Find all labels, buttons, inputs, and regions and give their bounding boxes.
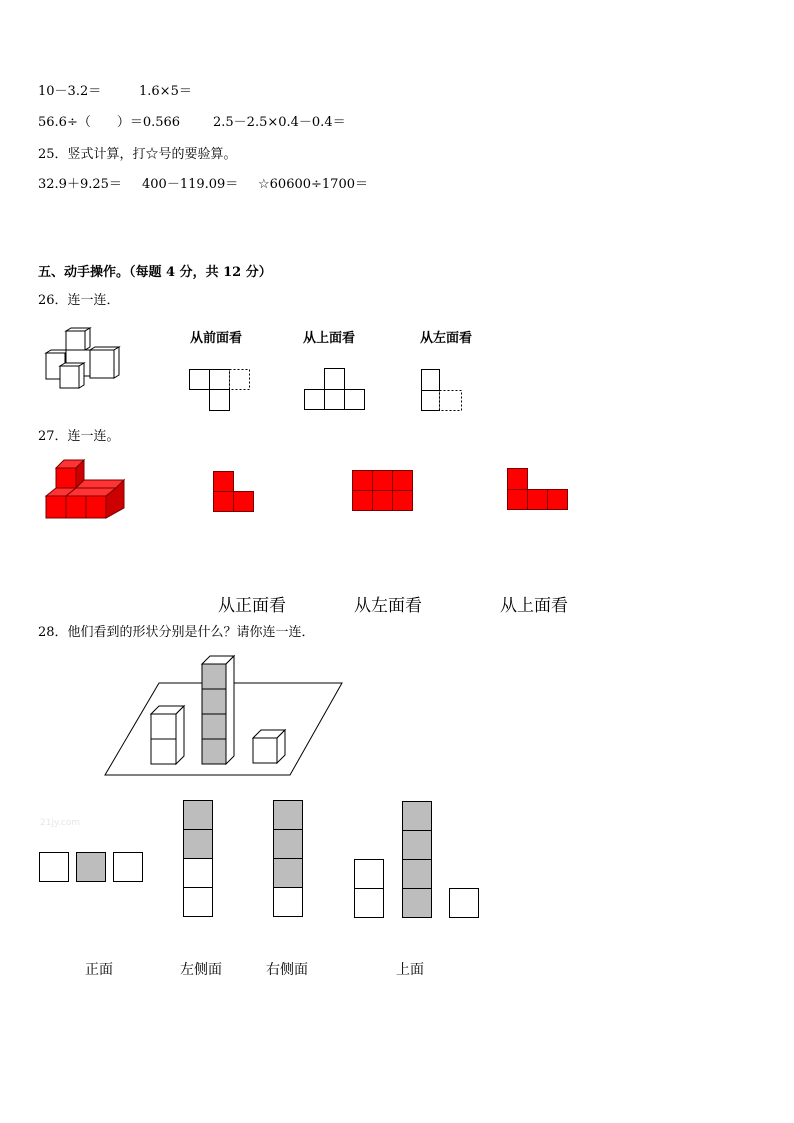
section-title: 五、动手操作。（每题 4 分，共 12 分）: [38, 265, 272, 280]
q27-view-shape-2: [352, 470, 414, 512]
q28-option-4: [354, 801, 482, 921]
q26-view-label-left: 从左面看: [420, 331, 473, 346]
q28-title: 28．他们看到的形状分别是什么？请你连一连．: [38, 625, 315, 640]
q28-option-1: [39, 852, 145, 884]
q28-label-top: 上面: [396, 962, 424, 978]
calc-item-4: 2.5－2.5×0.4－0.4＝: [213, 115, 346, 130]
q28-option-2: [183, 800, 215, 918]
q25-item-2: 400－119.09＝: [142, 177, 239, 192]
q27-view-shape-1: [213, 471, 255, 513]
q28-label-left-side: 左侧面: [180, 962, 222, 978]
q27-title: 27．连一连。: [38, 429, 120, 444]
q26-solid-figure: [44, 328, 126, 390]
calc-item-1: 10－3.2＝: [38, 84, 102, 99]
q26-view-shape-3: [421, 369, 465, 413]
q27-red-solid-figure: [46, 460, 126, 520]
q25-title: 25．竖式计算，打☆号的要验算。: [38, 147, 237, 162]
q28-label-front: 正面: [85, 962, 113, 978]
q27-view-label-top: 从上面看: [500, 596, 568, 616]
q26-view-label-front: 从前面看: [190, 331, 243, 346]
q26-title: 26．连一连．: [38, 293, 120, 308]
q26-view-shape-2: [304, 368, 366, 412]
q28-label-right-side: 右侧面: [266, 962, 308, 978]
q25-item-3: ☆60600÷1700＝: [258, 177, 368, 192]
q26-view-shape-1: [189, 369, 251, 413]
q27-view-label-front: 从正面看: [218, 596, 286, 616]
q28-scene-figure: [104, 656, 346, 780]
q25-item-1: 32.9＋9.25＝: [38, 177, 122, 192]
calc-item-2: 1.6×5＝: [139, 84, 192, 99]
calc-item-3: 56.6÷（ ）＝0.566: [38, 115, 181, 130]
q27-view-label-left: 从左面看: [354, 596, 422, 616]
q28-option-3: [273, 800, 305, 918]
q27-view-shape-3: [507, 468, 569, 512]
watermark: 21jy.com: [40, 818, 81, 828]
q26-view-label-top: 从上面看: [303, 331, 356, 346]
